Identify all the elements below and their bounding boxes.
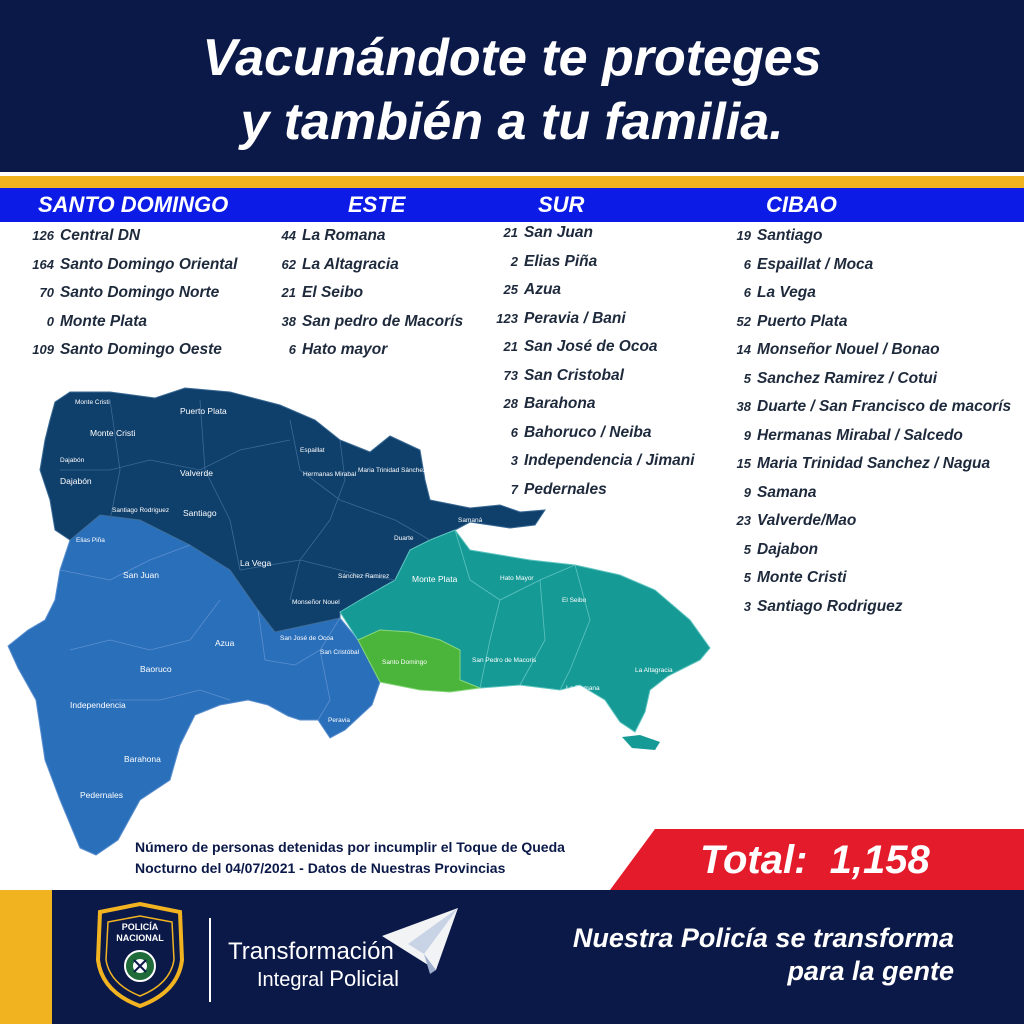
- brand-title: Transformación: [228, 938, 394, 965]
- map-label: Independencia: [70, 700, 126, 710]
- detained-count: 28: [503, 396, 518, 411]
- province-name: La Altagracia: [302, 255, 399, 273]
- province-name: Central DN: [60, 227, 141, 244]
- map-label: Samaná: [458, 517, 483, 524]
- province-name: Maria Trinidad Sanchez / Nagua: [757, 455, 991, 472]
- brand-subtitle-integral: Integral: [257, 969, 324, 991]
- map-label: Monte Plata: [412, 574, 458, 584]
- province-name: La Romana: [302, 227, 386, 244]
- detained-count: 19: [736, 228, 751, 243]
- total-value: 1,158: [829, 838, 930, 882]
- detained-count: 52: [736, 313, 751, 329]
- paper-plane-icon: [380, 906, 460, 976]
- region-heading-este: ESTE: [348, 192, 406, 217]
- detained-count: 126: [32, 228, 54, 243]
- brand-subtitle-policial: Policial: [329, 966, 399, 991]
- badge-text-line1: POLICÍA: [121, 922, 159, 932]
- map-label: Santiago Rodriguez: [112, 507, 170, 514]
- detained-count: 9: [743, 427, 751, 443]
- detained-count: 38: [281, 313, 296, 329]
- map-label: Monseñor Nouel: [292, 599, 340, 606]
- map-label: Baoruco: [140, 664, 172, 674]
- map-label: Elias Piña: [76, 537, 105, 544]
- province-name: Azua: [524, 281, 562, 298]
- map-label: Santiago: [183, 508, 217, 518]
- detained-count: 164: [32, 256, 54, 272]
- province-name: Barahona: [524, 395, 596, 412]
- province-name: Bahoruco / Neiba: [524, 423, 652, 441]
- map-label: Puerto Plata: [180, 406, 227, 416]
- detained-count: 73: [503, 367, 518, 383]
- map-label: Pedernales: [80, 790, 124, 800]
- region-heading-santo-domingo: SANTO DOMINGO: [38, 192, 229, 217]
- detained-count: 5: [743, 570, 751, 585]
- map-label: Dajabón: [60, 476, 92, 486]
- detained-count: 7: [510, 481, 518, 497]
- detained-count: 15: [736, 456, 751, 471]
- detained-count: 44: [281, 228, 296, 243]
- map-label: La Vega: [240, 558, 272, 568]
- detained-count: 62: [281, 256, 296, 272]
- header-title-line1: Vacunándote te proteges: [202, 29, 822, 87]
- province-name: Puerto Plata: [757, 312, 848, 330]
- province-name: Santo Domingo Oriental: [60, 255, 238, 273]
- map-label: Maria Trinidad Sánchez: [358, 467, 427, 474]
- region-heading-sur: SUR: [538, 192, 585, 217]
- province-name: Monseñor Nouel / Bonao: [757, 341, 940, 358]
- map-label: Azua: [215, 638, 235, 648]
- detained-count: 109: [32, 342, 54, 357]
- province-name: Monte Plata: [60, 312, 147, 330]
- province-name: Monte Cristi: [757, 569, 847, 586]
- province-name: Duarte / San Francisco de macorís: [757, 398, 1012, 415]
- detained-count: 70: [39, 285, 54, 300]
- province-name: Samana: [757, 483, 817, 501]
- map-label: El Seibo: [562, 597, 587, 604]
- map-label: Hato Mayor: [500, 575, 534, 582]
- footer-gold-bar: [0, 890, 52, 1024]
- region-heading-cibao: CIBAO: [766, 192, 837, 217]
- map-label: Barahona: [124, 754, 161, 764]
- slogan-line2: para la gente: [787, 956, 954, 986]
- map-label: La Altagracia: [635, 667, 673, 674]
- detained-count: 14: [736, 342, 751, 357]
- province-name: Santiago Rodriguez: [757, 597, 903, 615]
- province-name: Sanchez Ramirez / Cotui: [757, 369, 938, 387]
- map-label: San Pedro de Macoris: [472, 657, 537, 664]
- detained-count: 21: [503, 225, 518, 240]
- slogan-line1: Nuestra Policía se transforma: [572, 923, 954, 953]
- detained-count: 6: [288, 342, 296, 357]
- province-name: Hermanas Mirabal / Salcedo: [757, 426, 963, 444]
- province-name: Peravia / Bani: [524, 309, 626, 327]
- footer-slogan: [573, 922, 954, 988]
- province-name: San Juan: [524, 224, 593, 241]
- police-badge-icon: [90, 900, 190, 1010]
- detained-count: 6: [743, 256, 751, 272]
- map-label: Monte Cristi: [75, 399, 110, 406]
- header-title-line2: y también a tu familia.: [240, 93, 784, 151]
- province-name: San pedro de Macorís: [302, 312, 464, 330]
- province-name: San Cristobal: [524, 366, 624, 384]
- map-label: Monte Cristi: [90, 428, 136, 438]
- detained-count: 9: [743, 484, 751, 500]
- province-name: Valverde/Mao: [757, 512, 857, 529]
- map-label: Hermanas Mirabal: [303, 471, 357, 478]
- detained-count: 3: [743, 598, 751, 614]
- province-name: Independencia / Jimani: [524, 452, 695, 469]
- detained-count: 38: [736, 399, 751, 414]
- badge-text-line2: NACIONAL: [116, 933, 164, 943]
- brand-subtitle: [257, 966, 399, 993]
- total-count: [700, 834, 930, 886]
- map-label: Dajabón: [60, 457, 85, 464]
- detained-count: 5: [743, 541, 751, 557]
- map-label: Espaillat: [300, 447, 325, 454]
- province-name: Pedernales: [524, 480, 607, 498]
- province-name: El Seibo: [302, 284, 364, 301]
- map-label: Valverde: [180, 468, 213, 478]
- province-name: Hato mayor: [302, 341, 388, 358]
- detained-count: 23: [736, 513, 751, 528]
- detained-count: 6: [743, 285, 751, 300]
- map-label: La Romana: [566, 685, 600, 692]
- map-label: Santo Domingo: [382, 659, 427, 666]
- caption-line1: Número de personas detenidas por incumplir el Toque de Queda: [135, 839, 565, 855]
- detained-count: 25: [503, 282, 518, 297]
- province-name: Santo Domingo Norte: [60, 284, 220, 301]
- province-name: Dajabon: [757, 540, 819, 558]
- map-label: Peravia: [328, 717, 351, 724]
- map-label: Sánchez Ramirez: [338, 573, 390, 580]
- detained-count: 6: [510, 424, 518, 440]
- detained-count: 21: [281, 285, 296, 300]
- detained-count: 21: [503, 339, 518, 354]
- province-name: Espaillat / Moca: [757, 255, 874, 273]
- detained-count: 2: [510, 253, 518, 269]
- detained-count: 123: [496, 310, 518, 326]
- footer-divider: [209, 918, 211, 1002]
- province-name: Elias Piña: [524, 252, 598, 270]
- detained-count: 3: [510, 453, 518, 468]
- map-label: Duarte: [394, 535, 414, 542]
- detained-count: 5: [743, 370, 751, 386]
- province-name: San José de Ocoa: [524, 338, 658, 355]
- map-label: San Juan: [123, 570, 159, 580]
- province-name: Santiago: [757, 227, 823, 244]
- detained-count: 0: [46, 313, 54, 329]
- province-name: Santo Domingo Oeste: [60, 341, 222, 358]
- map-label: San Cristóbal: [320, 649, 360, 656]
- total-label: Total:: [700, 838, 808, 882]
- province-name: La Vega: [757, 284, 816, 301]
- caption-line2: Nocturno del 04/07/2021 - Datos de Nuestras Provincias: [135, 860, 506, 876]
- map-label: San José de Ocoa: [280, 635, 334, 642]
